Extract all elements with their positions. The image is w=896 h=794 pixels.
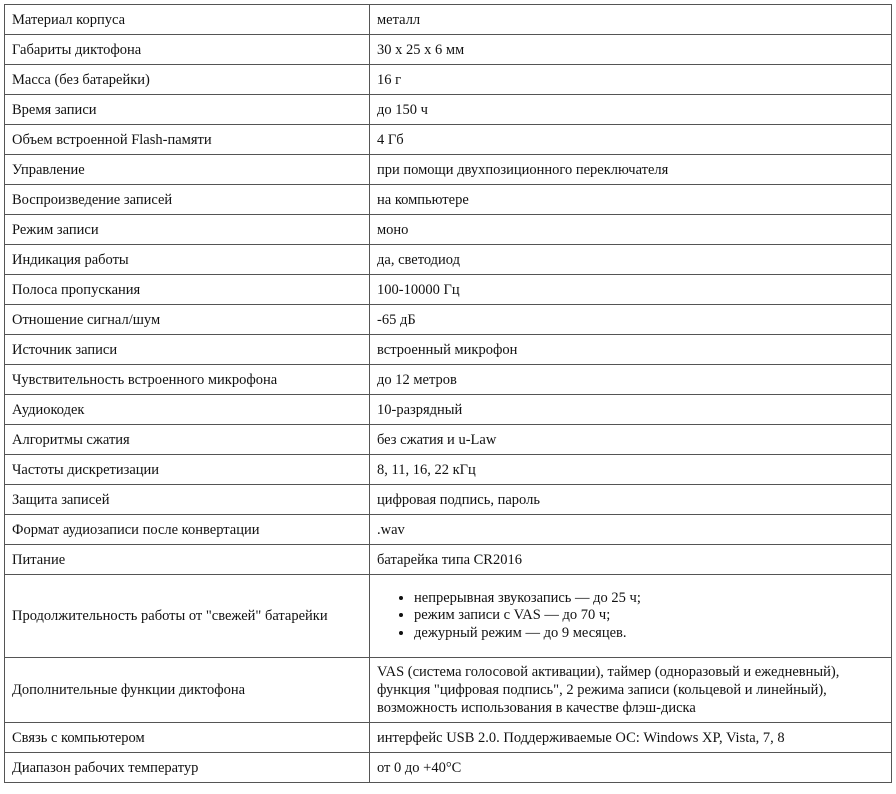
spec-name: Аудиокодек (5, 395, 370, 425)
spec-value: 8, 11, 16, 22 кГц (370, 455, 892, 485)
spec-value: без сжатия и u-Law (370, 425, 892, 455)
spec-value: до 150 ч (370, 95, 892, 125)
spec-name: Масса (без батарейки) (5, 65, 370, 95)
table-row (5, 245, 892, 275)
specs-table (4, 4, 892, 783)
table-row (5, 125, 892, 155)
list-item: • режим записи с VAS — до 70 ч; (414, 607, 884, 625)
spec-name: Индикация работы (5, 245, 370, 275)
spec-name: Связь с компьютером (5, 723, 370, 753)
spec-value: цифровая подпись, пароль (370, 485, 892, 515)
table-row (5, 545, 892, 575)
spec-name: Время записи (5, 95, 370, 125)
text-line: функция "цифровая подпись", 2 режима записи (кольцевой и линейный), (377, 682, 827, 698)
spec-value: 30 x 25 x 6 мм (370, 35, 892, 65)
text-line: VAS (система голосовой активации), таймер (одноразовый и ежедневный), (377, 664, 840, 680)
spec-name: Дополнительные функции диктофона (5, 658, 370, 723)
spec-value: батарейка типа CR2016 (370, 545, 892, 575)
spec-name: Защита записей (5, 485, 370, 515)
spec-value: 100-10000 Гц (370, 275, 892, 305)
text-line: возможность использования в качестве флэш-диска (377, 700, 696, 716)
spec-name: Режим записи (5, 215, 370, 245)
table-row (5, 185, 892, 215)
spec-name: Управление (5, 155, 370, 185)
spec-value: до 12 метров (370, 365, 892, 395)
table-row (5, 658, 892, 723)
spec-name: Диапазон рабочих температур (5, 753, 370, 783)
table-row (5, 35, 892, 65)
spec-value (370, 658, 892, 723)
table-row (5, 723, 892, 753)
spec-value: 4 Гб (370, 125, 892, 155)
spec-name: Источник записи (5, 335, 370, 365)
spec-value: интерфейс USB 2.0. Поддерживаемые ОС: Windows XP, Vista, 7, 8 (370, 723, 892, 753)
table-row (5, 425, 892, 455)
table-row (5, 515, 892, 545)
spec-name: Продолжительность работы от "свежей" батарейки (5, 575, 370, 658)
spec-value: моно (370, 215, 892, 245)
spec-name: Питание (5, 545, 370, 575)
spec-name: Объем встроенной Flash-памяти (5, 125, 370, 155)
spec-value: 10-разрядный (370, 395, 892, 425)
spec-value: от 0 до +40°С (370, 753, 892, 783)
spec-value (370, 575, 892, 658)
spec-value: .wav (370, 515, 892, 545)
spec-name: Полоса пропускания (5, 275, 370, 305)
spec-value: да, светодиод (370, 245, 892, 275)
table-row (5, 5, 892, 35)
table-row (5, 335, 892, 365)
spec-name: Воспроизведение записей (5, 185, 370, 215)
table-row (5, 395, 892, 425)
spec-value: металл (370, 5, 892, 35)
spec-name: Алгоритмы сжатия (5, 425, 370, 455)
spec-value: при помощи двухпозиционного переключателя (370, 155, 892, 185)
list-item: • дежурный режим — до 9 месяцев. (414, 625, 884, 643)
spec-name: Формат аудиозаписи после конвертации (5, 515, 370, 545)
spec-value: 16 г (370, 65, 892, 95)
table-row (5, 485, 892, 515)
spec-name: Габариты диктофона (5, 35, 370, 65)
table-row (5, 275, 892, 305)
table-row (5, 455, 892, 485)
table-row (5, 575, 892, 658)
table-row (5, 365, 892, 395)
spec-name: Отношение сигнал/шум (5, 305, 370, 335)
list-item: • непрерывная звукозапись — до 25 ч; (414, 590, 884, 608)
spec-value: -65 дБ (370, 305, 892, 335)
table-row (5, 65, 892, 95)
table-row (5, 215, 892, 245)
table-row (5, 95, 892, 125)
spec-value: на компьютере (370, 185, 892, 215)
spec-name: Чувствительность встроенного микрофона (5, 365, 370, 395)
spec-value: встроенный микрофон (370, 335, 892, 365)
table-row (5, 155, 892, 185)
battery-life-list (377, 590, 884, 643)
table-row (5, 753, 892, 783)
table-row (5, 305, 892, 335)
spec-name: Частоты дискретизации (5, 455, 370, 485)
spec-name: Материал корпуса (5, 5, 370, 35)
